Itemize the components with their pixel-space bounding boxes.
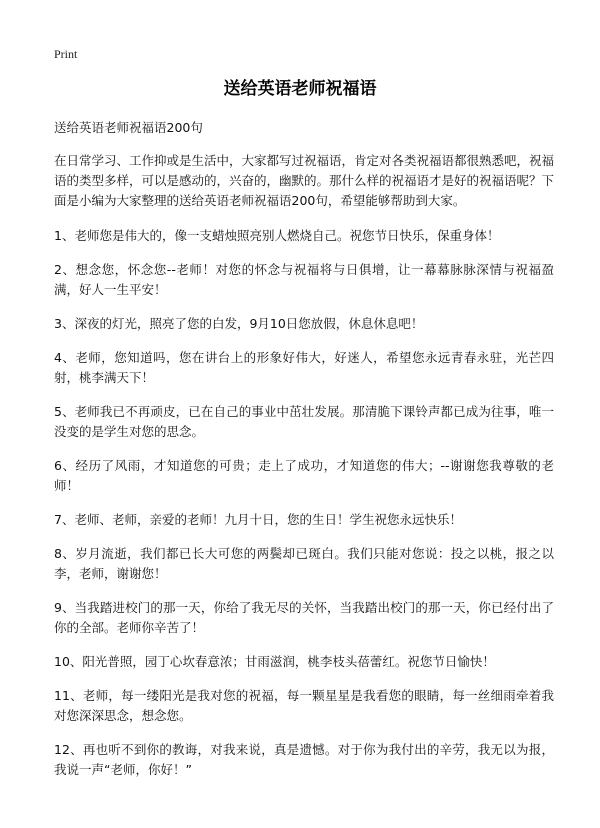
blessing-item: 7、老师、老师，亲爱的老师！九月十日，您的生日！学生祝您永远快乐！ [54, 512, 462, 527]
print-link[interactable]: Print [54, 47, 78, 61]
blessing-item: 10、阳光普照，园丁心坎春意浓；甘雨滋润，桃李枝头蓓蕾红。祝您节日愉快！ [54, 654, 495, 669]
page-title: 送给英语老师祝福语 [223, 79, 377, 99]
blessing-item: 6、经历了风雨，才知道您的可贵；走上了成功，才知道您的伟大；--谢谢您我尊敬的老师！ [54, 458, 554, 493]
article-subtitle: 送给英语老师祝福语200句 [54, 120, 203, 135]
blessing-item: 4、老师，您知道吗，您在讲台上的形象好伟大，好迷人，希望您永远青春永驻，光芒四射，桃李满天下！ [54, 350, 554, 385]
blessing-item: 2、想念您，怀念您--老师！对您的怀念与祝福将与日俱增，让一幕幕脉脉深情与祝福盈满，好人一生平安！ [54, 262, 554, 297]
blessing-item: 3、深夜的灯光，照亮了您的白发，9月10日您放假，休息休息吧！ [54, 316, 424, 331]
blessing-item: 1、老师您是伟大的，像一支蜡烛照亮别人燃烧自己。祝您节日快乐，保重身体！ [54, 228, 500, 243]
intro-paragraph: 在日常学习、工作抑或是生活中，大家都写过祝福语，肯定对各类祝福语都很熟悉吧，祝福语的类型多样，可以是感动的，兴奋的，幽默的。那什么样的祝福语才是好的祝福语呢？下面是小编为大家整理的送给英语老师祝福语200句，希望能够帮助到大家。 [54, 153, 555, 208]
blessing-item: 11、老师，每一缕阳光是我对您的祝福，每一颗星星是我看您的眼睛，每一丝细雨牵着我对您深深思念，想念您。 [54, 688, 554, 723]
blessing-item: 12、再也听不到你的教诲，对我来说，真是遗憾。对于你为我付出的辛劳，我无以为报，我说一声“老师，你好！” [54, 742, 554, 777]
blessing-item: 5、老师我已不再顽皮，已在自己的事业中茁壮发展。那清脆下课铃声都已成为往事，唯一没变的是学生对您的思念。 [54, 404, 554, 439]
blessing-item: 9、当我踏进校门的那一天，你给了我无尽的关怀，当我踏出校门的那一天，你已经付出了你的全部。老师你辛苦了！ [54, 600, 554, 635]
blessing-item: 8、岁月流逝，我们都已长大可您的两鬓却已斑白。我们只能对您说：投之以桃，报之以李，老师，谢谢您！ [54, 546, 554, 581]
article-body [54, 118, 554, 794]
